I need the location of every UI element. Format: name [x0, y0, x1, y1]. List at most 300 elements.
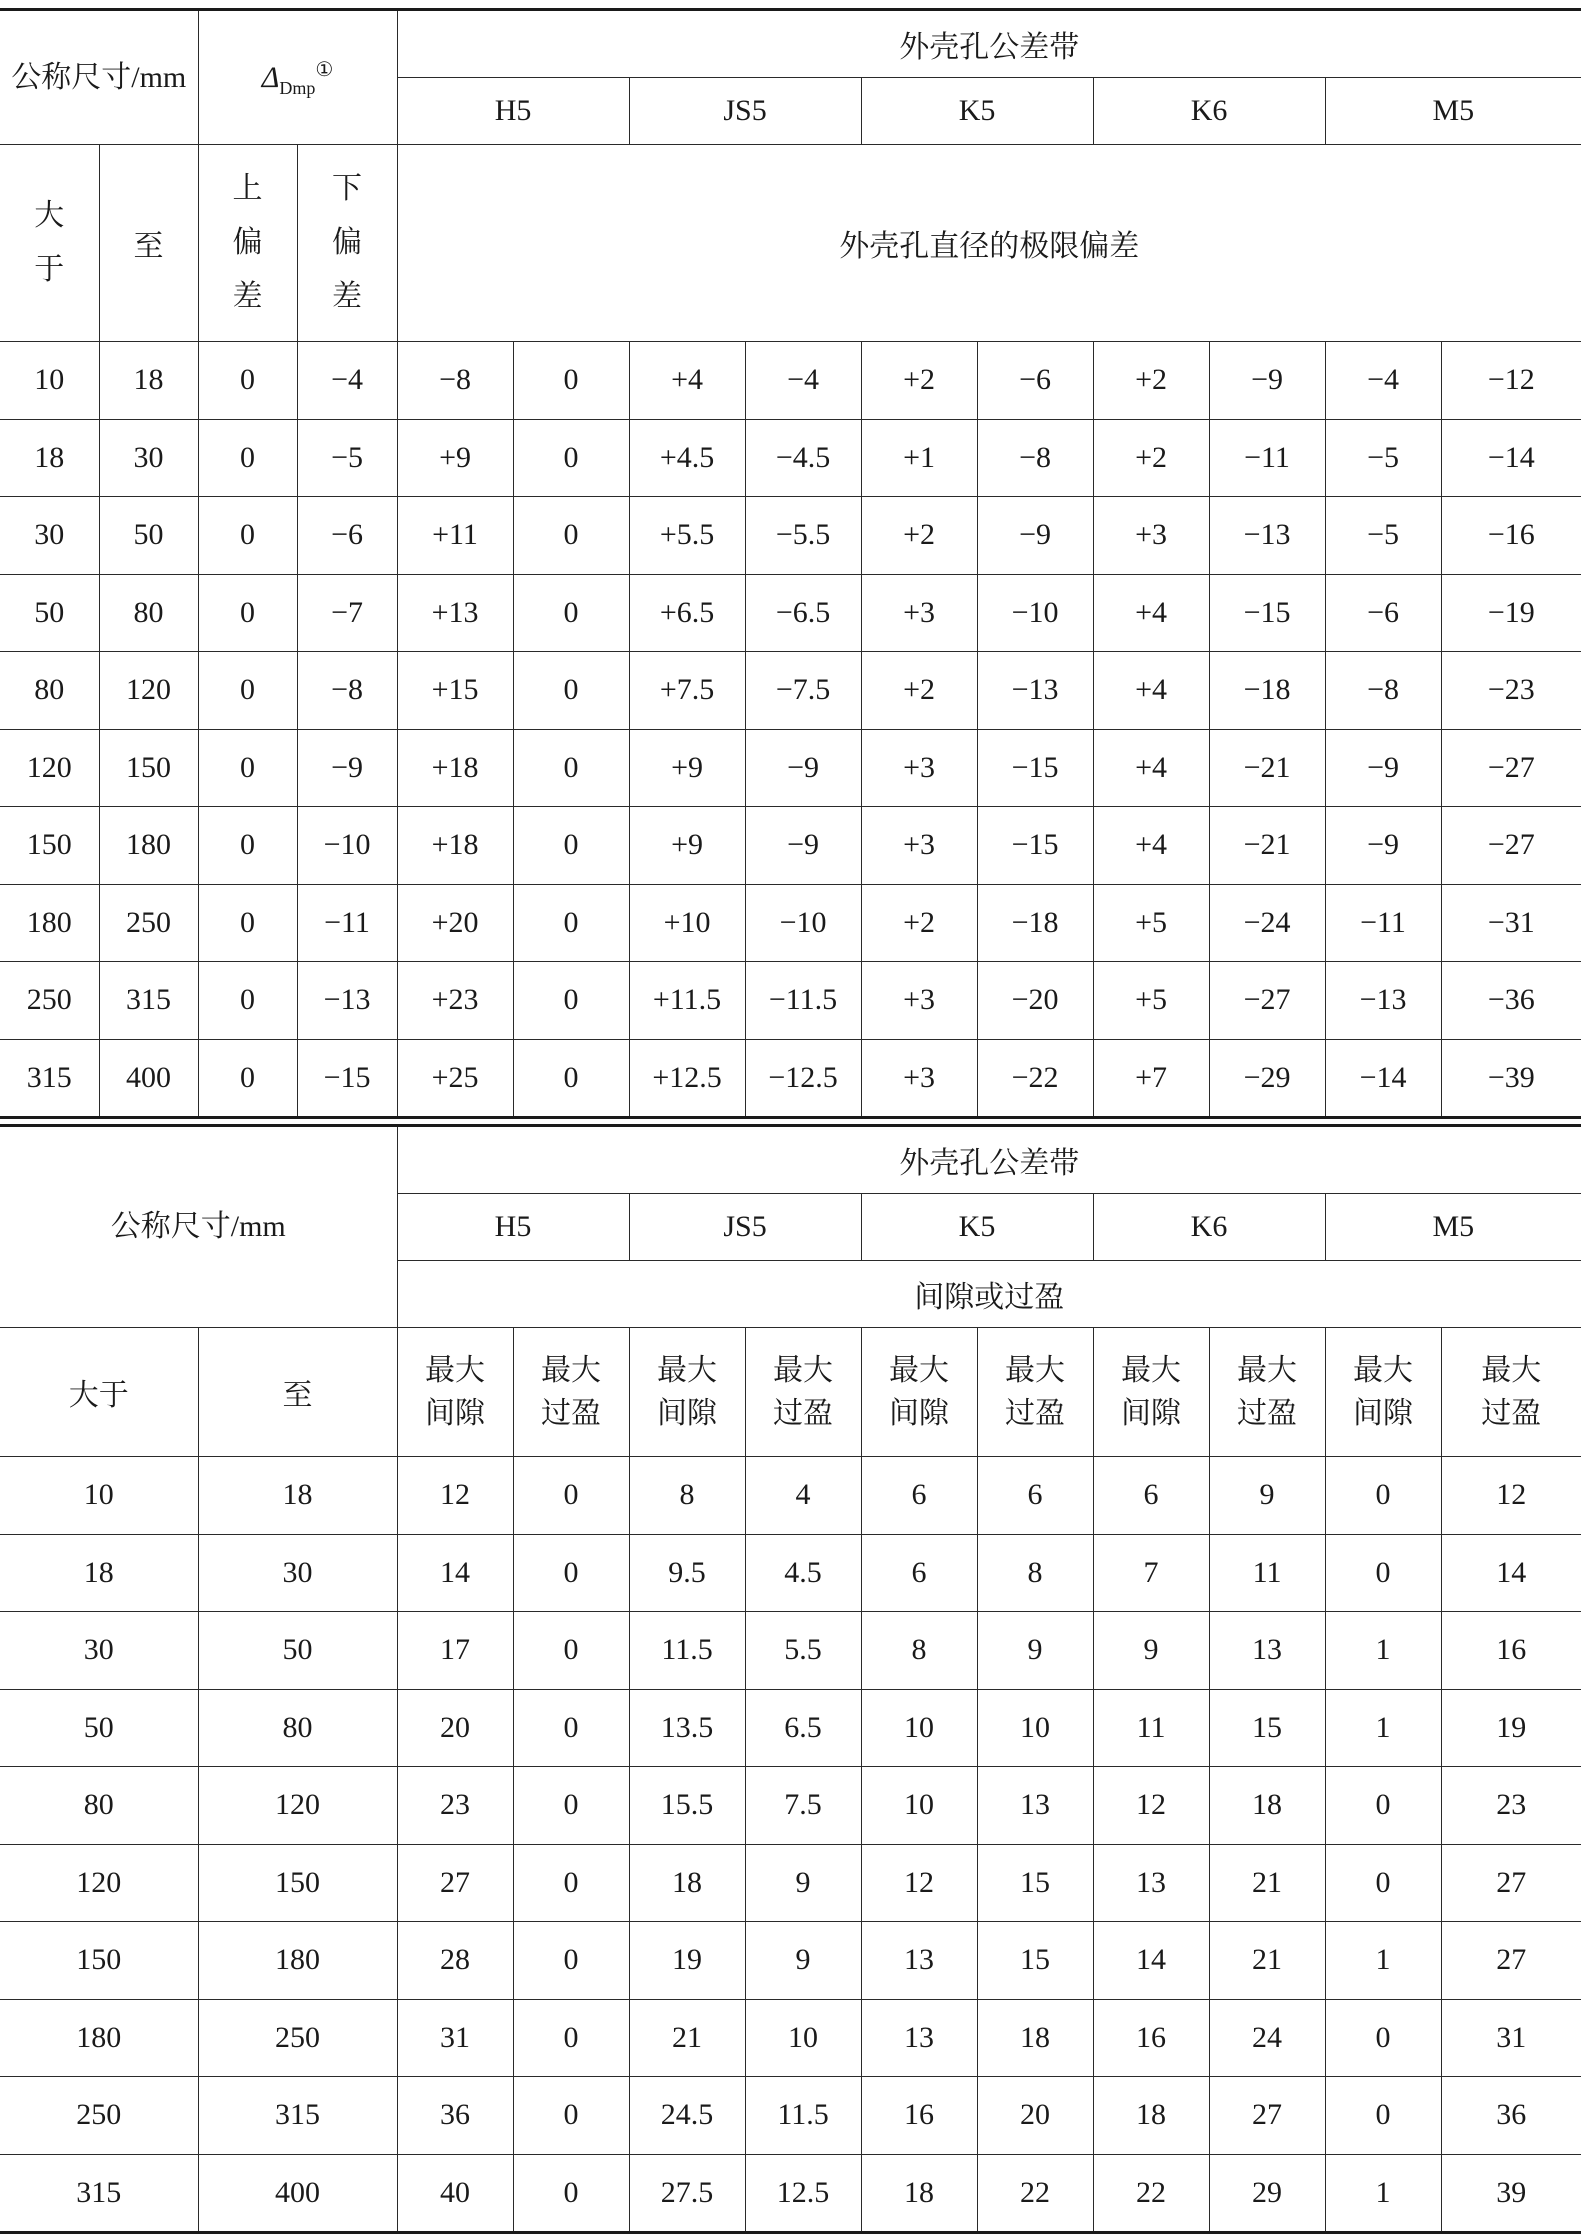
table-row — [0, 342, 1581, 420]
table-cell: −4.5 — [745, 419, 861, 497]
table-cell: 9 — [745, 1844, 861, 1922]
table-row — [0, 2154, 1581, 2233]
table-cell: 120 — [99, 652, 198, 730]
table-cell: 50 — [198, 1612, 397, 1690]
table-cell: 10 — [0, 1457, 198, 1535]
table-cell: −27 — [1441, 729, 1581, 807]
table-cell: 27 — [1209, 2077, 1325, 2155]
table-cell: 120 — [0, 729, 99, 807]
table-cell: 0 — [513, 962, 629, 1040]
table-cell: 80 — [0, 652, 99, 730]
over-header: 大 于 — [0, 145, 99, 342]
table-cell: −20 — [977, 962, 1093, 1040]
band-js5: JS5 — [629, 78, 861, 145]
limit-deviation-rows — [0, 342, 1581, 1118]
table-cell: 12 — [397, 1457, 513, 1535]
table-cell: −18 — [977, 884, 1093, 962]
table-cell: −9 — [977, 497, 1093, 575]
table-cell: +3 — [861, 807, 977, 885]
table-cell: +11 — [397, 497, 513, 575]
table-cell: −18 — [1209, 652, 1325, 730]
table-cell: −15 — [1209, 574, 1325, 652]
table-cell: −27 — [1209, 962, 1325, 1040]
band-k5: K5 — [861, 78, 1093, 145]
table-cell: 40 — [397, 2154, 513, 2233]
table-row — [0, 962, 1581, 1040]
nominal-size-header: 公称尺寸/mm — [0, 10, 198, 145]
table-cell: 0 — [513, 342, 629, 420]
table-cell: 11.5 — [629, 1612, 745, 1690]
table-cell: 21 — [1209, 1922, 1325, 2000]
table-cell: 13 — [1209, 1612, 1325, 1690]
table-cell: −9 — [1209, 342, 1325, 420]
table-cell: 7 — [1093, 1534, 1209, 1612]
table-cell: 13 — [977, 1767, 1093, 1845]
table-cell: +4 — [629, 342, 745, 420]
table-cell: +11.5 — [629, 962, 745, 1040]
table-cell: 22 — [1093, 2154, 1209, 2233]
table-cell: 250 — [0, 962, 99, 1040]
table-cell: −5 — [297, 419, 397, 497]
table-cell: 28 — [397, 1922, 513, 2000]
table-cell: 0 — [513, 1922, 629, 2000]
table-cell: 12 — [861, 1844, 977, 1922]
table-cell: −13 — [977, 652, 1093, 730]
table-cell: 10 — [861, 1689, 977, 1767]
table-cell: 11 — [1209, 1534, 1325, 1612]
table-cell: 9 — [1093, 1612, 1209, 1690]
band-m5-2: M5 — [1325, 1194, 1581, 1261]
table-cell: 30 — [99, 419, 198, 497]
table-cell: 30 — [198, 1534, 397, 1612]
table-cell: 250 — [99, 884, 198, 962]
limit-deviation-title: 外壳孔直径的极限偏差 — [397, 145, 1581, 342]
table-cell: +15 — [397, 652, 513, 730]
table-cell: −31 — [1441, 884, 1581, 962]
table-row — [0, 2077, 1581, 2155]
table-cell: −23 — [1441, 652, 1581, 730]
table-cell: −12.5 — [745, 1039, 861, 1118]
table-cell: 150 — [198, 1844, 397, 1922]
band-m5: M5 — [1325, 78, 1581, 145]
table-cell: −12 — [1441, 342, 1581, 420]
table-cell: 8 — [861, 1612, 977, 1690]
table-cell: 9 — [1209, 1457, 1325, 1535]
table-row — [0, 1844, 1581, 1922]
delta-footnote: ① — [315, 58, 334, 81]
table-cell: −10 — [745, 884, 861, 962]
table-cell: 0 — [513, 1689, 629, 1767]
table-cell: 27 — [397, 1844, 513, 1922]
max-interference-header: 最大 过盈 — [745, 1328, 861, 1457]
table-cell: +23 — [397, 962, 513, 1040]
table-cell: −8 — [397, 342, 513, 420]
table-cell: +7.5 — [629, 652, 745, 730]
table-cell: −16 — [1441, 497, 1581, 575]
table-cell: 0 — [513, 807, 629, 885]
table-cell: −4 — [745, 342, 861, 420]
table-cell: −8 — [977, 419, 1093, 497]
table-cell: +5.5 — [629, 497, 745, 575]
max-clearance-header: 最大 间隙 — [1093, 1328, 1209, 1457]
table-cell: 20 — [977, 2077, 1093, 2155]
table-cell: +2 — [1093, 342, 1209, 420]
table-cell: 50 — [0, 574, 99, 652]
table-cell: 23 — [397, 1767, 513, 1845]
table-cell: 30 — [0, 497, 99, 575]
table-cell: 0 — [198, 884, 297, 962]
table-cell: 150 — [99, 729, 198, 807]
table-cell: +25 — [397, 1039, 513, 1118]
table-cell: −14 — [1441, 419, 1581, 497]
table-cell: −6.5 — [745, 574, 861, 652]
table-cell: +9 — [629, 807, 745, 885]
max-clearance-header: 最大 间隙 — [629, 1328, 745, 1457]
table-cell: 6.5 — [745, 1689, 861, 1767]
table-cell: 0 — [198, 574, 297, 652]
table-cell: +5 — [1093, 962, 1209, 1040]
table-cell: 18 — [977, 1999, 1093, 2077]
table-cell: 9.5 — [629, 1534, 745, 1612]
table-cell: 22 — [977, 2154, 1093, 2233]
table-cell: −11.5 — [745, 962, 861, 1040]
table-cell: +10 — [629, 884, 745, 962]
table-cell: −8 — [1325, 652, 1441, 730]
max-interference-header: 最大 过盈 — [1209, 1328, 1325, 1457]
table-cell: 19 — [1441, 1689, 1581, 1767]
table-cell: 7.5 — [745, 1767, 861, 1845]
table-cell: 18 — [861, 2154, 977, 2233]
table-cell: 20 — [397, 1689, 513, 1767]
table-cell: 1 — [1325, 2154, 1441, 2233]
table-cell: −10 — [297, 807, 397, 885]
table-cell: 18 — [1093, 2077, 1209, 2155]
table-cell: 19 — [629, 1922, 745, 2000]
table-cell: 50 — [99, 497, 198, 575]
table-cell: +4 — [1093, 807, 1209, 885]
table-cell: 0 — [1325, 1844, 1441, 1922]
band-h5-2: H5 — [397, 1194, 629, 1261]
table-row — [0, 1039, 1581, 1118]
table-row — [0, 419, 1581, 497]
table-cell: 0 — [1325, 1999, 1441, 2077]
table-cell: 315 — [0, 1039, 99, 1118]
table-cell: 10 — [0, 342, 99, 420]
table-cell: 0 — [513, 1534, 629, 1612]
table-cell: 11 — [1093, 1689, 1209, 1767]
table-cell: −19 — [1441, 574, 1581, 652]
table-cell: 0 — [1325, 2077, 1441, 2155]
table-cell: 1 — [1325, 1922, 1441, 2000]
fit-subheader-row — [0, 1328, 1581, 1457]
table-cell: −9 — [745, 807, 861, 885]
table-cell: +6.5 — [629, 574, 745, 652]
table-cell: 80 — [0, 1767, 198, 1845]
table-cell: 8 — [629, 1457, 745, 1535]
table-cell: 13 — [861, 1999, 977, 2077]
table-cell: 18 — [198, 1457, 397, 1535]
table-cell: +3 — [861, 962, 977, 1040]
nominal-size-header-2: 公称尺寸/mm — [0, 1126, 397, 1328]
table-cell: −9 — [297, 729, 397, 807]
table-cell: 150 — [0, 1922, 198, 2000]
table-cell: 31 — [397, 1999, 513, 2077]
max-interference-header: 最大 过盈 — [513, 1328, 629, 1457]
table-cell: 5.5 — [745, 1612, 861, 1690]
table-cell: −11 — [1209, 419, 1325, 497]
table-cell: 0 — [513, 2077, 629, 2155]
table-cell: +2 — [861, 342, 977, 420]
table-cell: 180 — [0, 884, 99, 962]
table-cell: 180 — [99, 807, 198, 885]
table-cell: 36 — [1441, 2077, 1581, 2155]
table-cell: 12 — [1441, 1457, 1581, 1535]
delta-symbol: Δ — [261, 60, 280, 94]
delta-subscript: Dmp — [279, 77, 316, 98]
table-cell: 0 — [513, 419, 629, 497]
table-cell: 6 — [861, 1534, 977, 1612]
table-cell: 0 — [198, 652, 297, 730]
table-cell: −6 — [297, 497, 397, 575]
table-cell: +4 — [1093, 652, 1209, 730]
table-cell: 9 — [745, 1922, 861, 2000]
table-row — [0, 884, 1581, 962]
table-cell: 400 — [99, 1039, 198, 1118]
table-cell: 0 — [513, 1767, 629, 1845]
table-cell: 14 — [1441, 1534, 1581, 1612]
table-cell: 0 — [513, 1844, 629, 1922]
table-cell: 315 — [0, 2154, 198, 2233]
table-cell: 0 — [198, 807, 297, 885]
table-cell: +5 — [1093, 884, 1209, 962]
table-cell: 400 — [198, 2154, 397, 2233]
table-cell: 13 — [1093, 1844, 1209, 1922]
table-cell: 0 — [1325, 1534, 1441, 1612]
to-header-2: 至 — [198, 1328, 397, 1457]
lower-deviation-header: 下 偏 差 — [297, 145, 397, 342]
table-cell: −8 — [297, 652, 397, 730]
table-cell: +2 — [861, 884, 977, 962]
band-k6-2: K6 — [1093, 1194, 1325, 1261]
table-cell: +2 — [1093, 419, 1209, 497]
table-cell: 15 — [977, 1844, 1093, 1922]
table-cell: 24.5 — [629, 2077, 745, 2155]
table-cell: −13 — [1209, 497, 1325, 575]
table-cell: −14 — [1325, 1039, 1441, 1118]
table-cell: 15 — [1209, 1689, 1325, 1767]
table-row — [0, 574, 1581, 652]
band-h5: H5 — [397, 78, 629, 145]
max-clearance-header: 最大 间隙 — [861, 1328, 977, 1457]
table-cell: 10 — [745, 1999, 861, 2077]
table-cell: −5 — [1325, 419, 1441, 497]
table-cell: 8 — [977, 1534, 1093, 1612]
table-row — [0, 1689, 1581, 1767]
fit-title: 间隙或过盈 — [397, 1261, 1581, 1328]
table-cell: 120 — [0, 1844, 198, 1922]
table-cell: 17 — [397, 1612, 513, 1690]
table-cell: 50 — [0, 1689, 198, 1767]
table-cell: +9 — [629, 729, 745, 807]
table-cell: 18 — [0, 419, 99, 497]
table-cell: −27 — [1441, 807, 1581, 885]
table-cell: −24 — [1209, 884, 1325, 962]
table-cell: 150 — [0, 807, 99, 885]
table-cell: 0 — [198, 497, 297, 575]
table-row — [0, 1457, 1581, 1535]
table-cell: −15 — [297, 1039, 397, 1118]
table-cell: 16 — [1093, 1999, 1209, 2077]
table-cell: 36 — [397, 2077, 513, 2155]
delta-dmp-header — [198, 10, 397, 145]
table-cell: 27 — [1441, 1922, 1581, 2000]
table-row — [0, 807, 1581, 885]
table-cell: 12.5 — [745, 2154, 861, 2233]
table-cell: 14 — [397, 1534, 513, 1612]
table-cell: 0 — [513, 574, 629, 652]
table-cell: 24 — [1209, 1999, 1325, 2077]
table-cell: −15 — [977, 729, 1093, 807]
table-cell: 0 — [198, 1039, 297, 1118]
housing-tolerance-header: 外壳孔公差带 — [397, 10, 1581, 78]
over-header-2: 大于 — [0, 1328, 198, 1457]
table-cell: 39 — [1441, 2154, 1581, 2233]
table-cell: 0 — [513, 497, 629, 575]
table-cell: 23 — [1441, 1767, 1581, 1845]
table-cell: +3 — [1093, 497, 1209, 575]
table-cell: +7 — [1093, 1039, 1209, 1118]
table-cell: +4.5 — [629, 419, 745, 497]
table-cell: 18 — [1209, 1767, 1325, 1845]
limit-deviation-table — [0, 8, 1581, 1119]
table-cell: 13.5 — [629, 1689, 745, 1767]
table-cell: 0 — [513, 1039, 629, 1118]
document — [0, 8, 1581, 2234]
table-cell: +3 — [861, 574, 977, 652]
table-row — [0, 652, 1581, 730]
housing-tolerance-header-2: 外壳孔公差带 — [397, 1126, 1581, 1194]
table-cell: −13 — [297, 962, 397, 1040]
table-cell: 14 — [1093, 1922, 1209, 2000]
table-cell: −29 — [1209, 1039, 1325, 1118]
table-cell: −4 — [1325, 342, 1441, 420]
table-cell: −21 — [1209, 807, 1325, 885]
table-cell: 0 — [198, 342, 297, 420]
band-js5-2: JS5 — [629, 1194, 861, 1261]
table-cell: −10 — [977, 574, 1093, 652]
clearance-interference-rows — [0, 1457, 1581, 2233]
table-cell: −15 — [977, 807, 1093, 885]
table-cell: −7.5 — [745, 652, 861, 730]
table-cell: 1 — [1325, 1689, 1441, 1767]
table-cell: −11 — [297, 884, 397, 962]
table-cell: −6 — [1325, 574, 1441, 652]
table-cell: −9 — [1325, 807, 1441, 885]
table-cell: +3 — [861, 729, 977, 807]
table-cell: +18 — [397, 729, 513, 807]
table-cell: 10 — [977, 1689, 1093, 1767]
table-cell: 21 — [1209, 1844, 1325, 1922]
table-cell: −4 — [297, 342, 397, 420]
table-cell: +9 — [397, 419, 513, 497]
table-cell: 120 — [198, 1767, 397, 1845]
table-cell: 11.5 — [745, 2077, 861, 2155]
table-cell: +2 — [861, 652, 977, 730]
table-row — [0, 1612, 1581, 1690]
table-cell: 13 — [861, 1922, 977, 2000]
table-cell: 6 — [977, 1457, 1093, 1535]
table-cell: 0 — [513, 1999, 629, 2077]
table-cell: 15.5 — [629, 1767, 745, 1845]
table-cell: −6 — [977, 342, 1093, 420]
table-cell: 15 — [977, 1922, 1093, 2000]
table-cell: +13 — [397, 574, 513, 652]
table-row — [0, 729, 1581, 807]
table-cell: −21 — [1209, 729, 1325, 807]
table-cell: 80 — [99, 574, 198, 652]
table-cell: 18 — [99, 342, 198, 420]
table-cell: 18 — [0, 1534, 198, 1612]
table-cell: 0 — [198, 962, 297, 1040]
table-row — [0, 1922, 1581, 2000]
to-header: 至 — [99, 145, 198, 342]
max-clearance-header: 最大 间隙 — [1325, 1328, 1441, 1457]
table-cell: 315 — [99, 962, 198, 1040]
table-cell: 6 — [861, 1457, 977, 1535]
table-cell: 27.5 — [629, 2154, 745, 2233]
table-cell: 12 — [1093, 1767, 1209, 1845]
table-cell: −11 — [1325, 884, 1441, 962]
table-cell: +4 — [1093, 574, 1209, 652]
table-row — [0, 1534, 1581, 1612]
table-cell: 4.5 — [745, 1534, 861, 1612]
table-cell: +12.5 — [629, 1039, 745, 1118]
table-cell: 0 — [513, 729, 629, 807]
table-cell: −9 — [745, 729, 861, 807]
table-cell: 27 — [1441, 1844, 1581, 1922]
band-k5-2: K5 — [861, 1194, 1093, 1261]
table-cell: 0 — [513, 1612, 629, 1690]
table-cell: 80 — [198, 1689, 397, 1767]
table-row — [0, 497, 1581, 575]
max-clearance-header: 最大 间隙 — [397, 1328, 513, 1457]
table-cell: 0 — [1325, 1457, 1441, 1535]
clearance-interference-table — [0, 1124, 1581, 2234]
table-cell: 18 — [629, 1844, 745, 1922]
max-interference-header: 最大 过盈 — [1441, 1328, 1581, 1457]
table-cell: −7 — [297, 574, 397, 652]
table-cell: −22 — [977, 1039, 1093, 1118]
table-cell: +2 — [861, 497, 977, 575]
table-cell: 0 — [198, 419, 297, 497]
table-cell: 1 — [1325, 1612, 1441, 1690]
table-cell: 0 — [198, 729, 297, 807]
table-cell: 16 — [861, 2077, 977, 2155]
table-cell: 0 — [513, 2154, 629, 2233]
table-cell: +20 — [397, 884, 513, 962]
table-cell: +3 — [861, 1039, 977, 1118]
table-cell: 9 — [977, 1612, 1093, 1690]
table-row — [0, 1767, 1581, 1845]
table-cell: −9 — [1325, 729, 1441, 807]
table-cell: 0 — [1325, 1767, 1441, 1845]
max-interference-header: 最大 过盈 — [977, 1328, 1093, 1457]
table-cell: +4 — [1093, 729, 1209, 807]
table-cell: 31 — [1441, 1999, 1581, 2077]
table-cell: +1 — [861, 419, 977, 497]
table-cell: 0 — [513, 884, 629, 962]
table-cell: 180 — [198, 1922, 397, 2000]
